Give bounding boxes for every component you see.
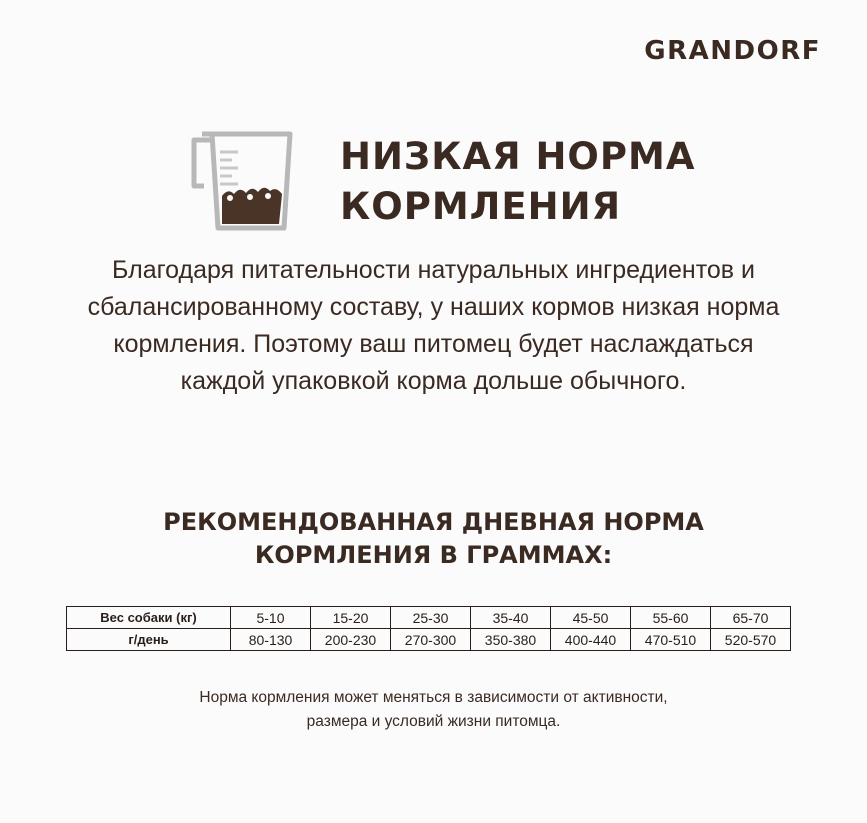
intro-line: кормления. Поэтому ваш питомец будет наслаждаться	[113, 330, 754, 358]
footnote	[0, 686, 867, 734]
intro-line: каждой упаковкой корма дольше обычного.	[180, 367, 687, 395]
hero-title-line: КОРМЛЕНИЯ	[340, 185, 622, 228]
table-cell: 520-570	[711, 629, 791, 651]
feeding-table	[66, 606, 791, 651]
table-cell: 80-130	[231, 629, 311, 651]
table-cell: 35-40	[471, 607, 551, 629]
intro-line: Благодаря питательности натуральных ингредиентов и	[111, 256, 756, 284]
footnote-line: размера и условий жизни питомца.	[306, 713, 561, 730]
table-row-grams	[67, 629, 791, 651]
hero-title	[340, 132, 695, 232]
table-cell: 65-70	[711, 607, 791, 629]
row-label-weight: Вес собаки (кг)	[67, 607, 231, 629]
table-cell: 200-230	[311, 629, 391, 651]
table-cell: 15-20	[311, 607, 391, 629]
recommendation-title	[0, 506, 867, 572]
hero-section	[186, 128, 695, 234]
table-cell: 400-440	[551, 629, 631, 651]
table-cell: 55-60	[631, 607, 711, 629]
intro-paragraph	[0, 252, 867, 400]
table-cell: 350-380	[471, 629, 551, 651]
table-cell: 45-50	[551, 607, 631, 629]
recommendation-title-line: РЕКОМЕНДОВАННАЯ ДНЕВНАЯ НОРМА	[163, 508, 704, 536]
table-row-weight	[67, 607, 791, 629]
intro-line: сбалансированному составу, у наших кормов низкая норма	[87, 293, 780, 321]
recommendation-title-line: КОРМЛЕНИЯ В ГРАММАХ:	[254, 541, 613, 569]
table-cell: 270-300	[391, 629, 471, 651]
row-label-grams: г/день	[67, 629, 231, 651]
table-cell: 25-30	[391, 607, 471, 629]
footnote-line: Норма кормления может меняться в зависимости от активности,	[199, 689, 668, 706]
table-cell: 5-10	[231, 607, 311, 629]
hero-title-line: НИЗКАЯ НОРМА	[340, 135, 696, 178]
measuring-cup-icon	[186, 128, 298, 234]
brand-logo: GRANDORF	[644, 36, 821, 66]
table-cell: 470-510	[631, 629, 711, 651]
